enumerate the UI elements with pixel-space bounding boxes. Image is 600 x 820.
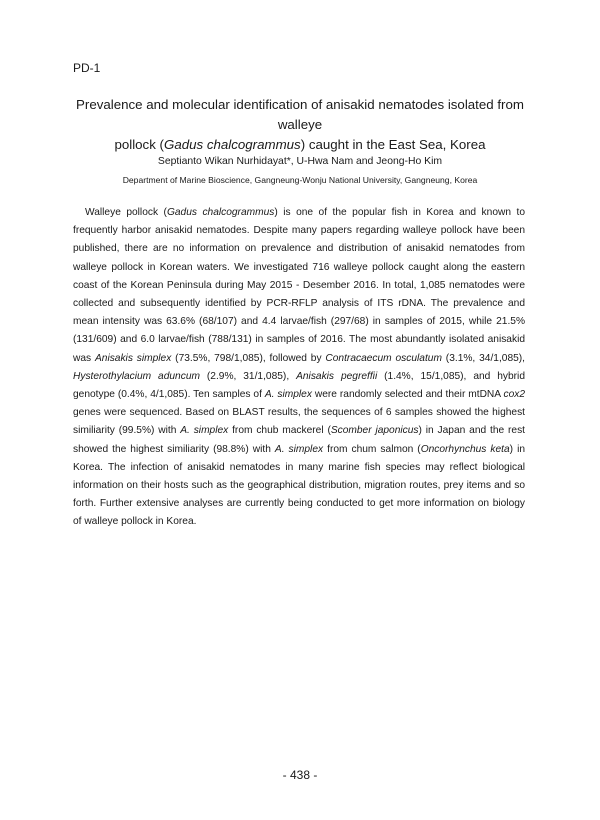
- abstract-text-run: ) is one of the popular fish in Korea and known to frequently harbor anisakid nematodes. Despite many papers regarding walleye pollock have been published, there are no information on prevalence and distribution of anisakid nematodes from walleye pollock in Korean waters. We investigated 716 walleye pollock caught along the eastern coast of the Korean Peninsula during May 2015 - Desember 2016. In total, 1,085 nematodes were collected and subsequently identified by PCR-RFLP analysis of ITS rDNA. The prevalence and mean intensity was 63.6% (68/107) and 4.4 larvae/fish (297/68) in samples of 2015, while 21.5% (131/609) and 6.0 larvae/fish (788/131) in samples of 2016. The most abundantly isolated anisakid was: [73, 207, 525, 364]
- abstract-italic-run: cox2: [503, 389, 525, 401]
- abstract-italic-run: Hysterothylacium aduncum: [73, 370, 200, 382]
- abstract-text-run: from chum salmon (: [323, 443, 421, 455]
- abstract-italic-run: A. simplex: [274, 443, 324, 455]
- abstract-italic-run: Contracaecum osculatum: [325, 352, 442, 364]
- abstract-body: [73, 204, 525, 532]
- abstract-text-run: (1.4%, 15/1,085), and hybrid genotype (0.4%, 4/1,085). Ten samples of: [73, 370, 525, 401]
- paper-title: [60, 95, 540, 155]
- abstract-italic-run: Anisakis simplex: [94, 352, 172, 364]
- abstract-italic-run: Gadus chalcogrammus: [166, 207, 275, 218]
- abstract-text-run: were randomly selected and their mtDNA: [311, 389, 504, 401]
- abstract-text-run: (73.5%, 798/1,085), followed by: [171, 352, 326, 364]
- abstract-text-run: Walleye pollock (: [85, 207, 167, 218]
- affiliation: Department of Marine Bioscience, Gangneung-Wonju National University, Gangneung, Korea: [122, 175, 478, 185]
- abstract-italic-run: Anisakis pegreffii: [296, 370, 378, 382]
- title-line-2-pre: pollock (: [114, 137, 164, 152]
- abstract-text-run: ) in Japan and the rest showed the highest similiarity (98.8%) with: [73, 425, 525, 455]
- abstract-text-run: genes were sequenced. Based on BLAST results, the sequences of 6 samples showed the highest similiarity (99.5%) with: [73, 407, 525, 437]
- abstract-italic-run: A. simplex: [180, 425, 229, 437]
- abstract-italic-run: Scomber japonicus: [330, 425, 419, 437]
- abstract-text-run: (3.1%, 34/1,085),: [441, 352, 525, 364]
- abstract-text-run: ) in Korea. The infection of anisakid nematodes in many marine fish species may reflect biological information on their hosts such as the geographical distribution, migration routes, prey items and so forth. Further extensive analyses are currently being conducted to get more information on biology of walleye pollock in Korea.: [73, 443, 525, 528]
- abstract-italic-run: Oncorhynchus keta: [420, 443, 510, 455]
- abstract-text-run: (2.9%, 31/1,085),: [199, 370, 297, 382]
- abstract-italic-run: A. simplex: [264, 389, 312, 401]
- author-list: Septianto Wikan Nurhidayat*, U-Hwa Nam and Jeong-Ho Kim: [157, 156, 443, 167]
- title-line-1: Prevalence and molecular identification of anisakid nematodes isolated from walleye: [76, 97, 524, 132]
- abstract-code: PD-1: [73, 61, 101, 75]
- title-line-2-post: ) caught in the East Sea, Korea: [300, 137, 486, 152]
- title-species-name: Gadus chalcogrammus: [163, 137, 301, 152]
- page-number: - 438 -: [282, 768, 318, 782]
- abstract-text-run: from chub mackerel (: [228, 425, 331, 437]
